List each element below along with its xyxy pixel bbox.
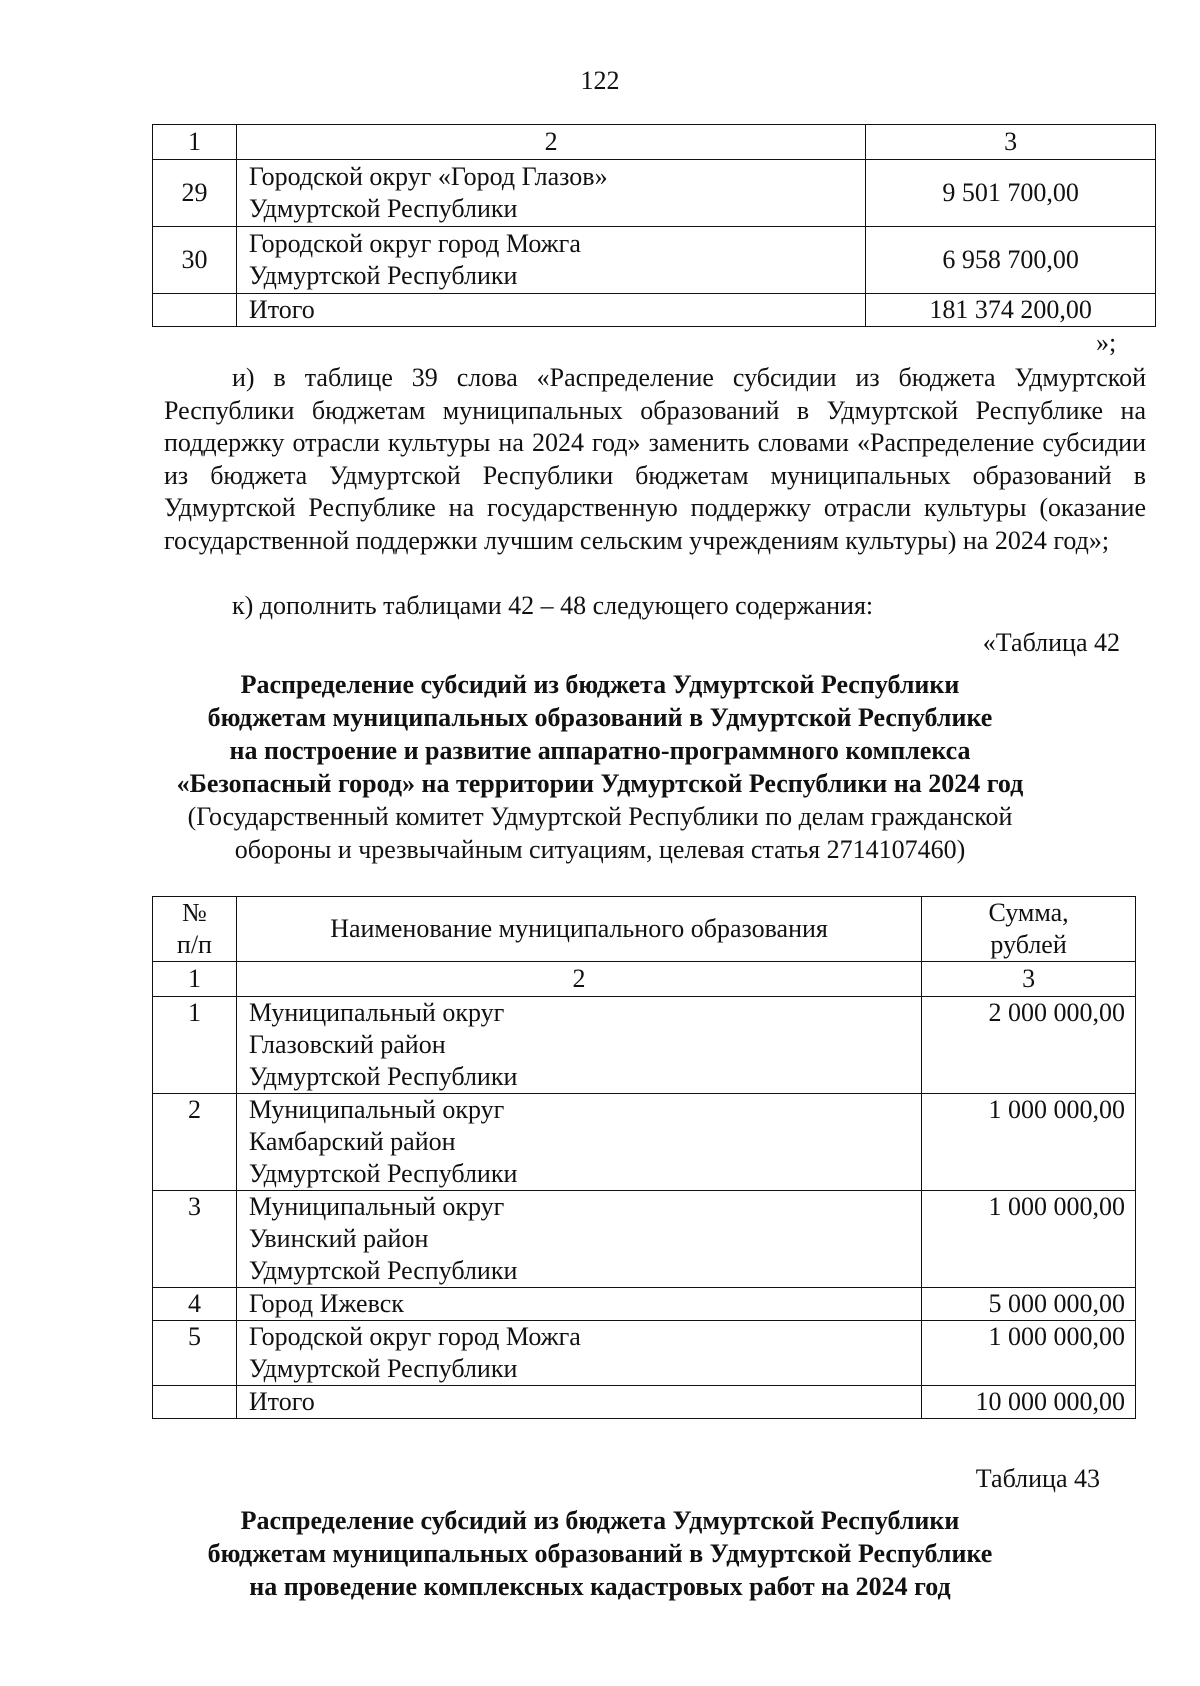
table-row: [153, 227, 1156, 294]
municipality-name-line: Камбарский район: [248, 1127, 456, 1156]
caption-subtitle-line: (Государственный комитет Удмуртской Республики по делам гражданской: [187, 802, 1013, 831]
caption-subtitle-line: обороны и чрезвычайным ситуациям, целевая статья 2714107460): [234, 835, 966, 864]
column-index-row: [153, 962, 1136, 997]
municipality-name: [236, 1191, 921, 1288]
table-42: [152, 896, 1136, 1419]
continuation-table: [152, 124, 1156, 327]
column-index-3: 3: [866, 125, 1156, 160]
table-row: [153, 160, 1156, 227]
row-number: 30: [153, 227, 237, 294]
amount-cell: 1 000 000,00: [922, 1094, 1136, 1191]
amount-cell: 5 000 000,00: [922, 1288, 1136, 1321]
caption-title-line: «Безопасный город» на территории Удмуртской Республики на 2024 год: [176, 769, 1024, 798]
table-header-row: [153, 125, 1156, 160]
municipality-name: [236, 1288, 921, 1321]
total-label: Итого: [236, 294, 865, 327]
table-row: [153, 1288, 1136, 1321]
amount-cell: 1 000 000,00: [922, 1321, 1136, 1386]
municipality-name-line: Городской округ город Можга: [248, 229, 581, 258]
caption-title-line: Распределение субсидий из бюджета Удмуртской Республики: [240, 1506, 960, 1535]
header-line: Сумма,: [988, 898, 1069, 927]
municipality-name: [236, 1321, 921, 1386]
municipality-name: [236, 160, 865, 227]
total-amount: 10 000 000,00: [922, 1386, 1136, 1419]
amount-cell: 6 958 700,00: [866, 227, 1156, 294]
municipality-name-line: Городской округ город Можга: [248, 1322, 581, 1351]
municipality-name-line: Удмуртской Республики: [248, 1354, 518, 1383]
municipality-name: [236, 1094, 921, 1191]
caption-title-line: Распределение субсидий из бюджета Удмуртской Республики: [240, 670, 960, 699]
empty-cell: [153, 294, 237, 327]
header-line: п/п: [176, 930, 212, 959]
municipality-name-line: Удмуртской Республики: [248, 1256, 518, 1285]
column-index-1: 1: [153, 125, 237, 160]
municipality-name-line: Удмуртской Республики: [248, 194, 518, 223]
municipality-name-line: Муниципальный округ: [248, 1192, 505, 1221]
empty-cell: [153, 1386, 237, 1419]
caption-title-line: бюджетам муниципальных образований в Удмуртской Республике: [207, 703, 993, 732]
row-number: 4: [153, 1288, 237, 1321]
municipality-name-line: Удмуртской Республики: [248, 1159, 518, 1188]
municipality-name-line: Глазовский район: [248, 1030, 446, 1059]
caption-title-line: на построение и развитие аппаратно-программного комплекса: [229, 736, 971, 765]
municipality-name-line: Городской округ «Город Глазов»: [248, 162, 608, 191]
municipality-name: [236, 227, 865, 294]
column-header-sum: [922, 897, 1136, 962]
total-amount: 181 374 200,00: [866, 294, 1156, 327]
table-42-caption: [100, 668, 1100, 866]
caption-title-line: на проведение комплексных кадастровых работ на 2024 год: [249, 1572, 951, 1601]
total-label: Итого: [236, 1386, 921, 1419]
municipality-name-line: Город Ижевск: [248, 1289, 404, 1318]
municipality-name-line: Увинский район: [248, 1224, 429, 1253]
table-row: [153, 997, 1136, 1094]
page-number: 122: [580, 66, 620, 95]
column-index-1: 1: [153, 962, 237, 997]
total-row: [153, 294, 1156, 327]
amount-cell: 9 501 700,00: [866, 160, 1156, 227]
caption-title-line: бюджетам муниципальных образований в Удмуртской Республике: [207, 1539, 993, 1568]
closing-quote-mark: »;: [1096, 328, 1117, 357]
table-43-caption: [100, 1504, 1100, 1603]
paragraph-k: к) дополнить таблицами 42 – 48 следующего содержания:: [232, 591, 874, 620]
municipality-name: [236, 997, 921, 1094]
table-header-row: [153, 897, 1136, 962]
row-number: 1: [153, 997, 237, 1094]
municipality-name-line: Удмуртской Республики: [248, 261, 518, 290]
total-row: [153, 1386, 1136, 1419]
column-index-2: 2: [236, 962, 921, 997]
row-number: 2: [153, 1094, 237, 1191]
header-line: рублей: [990, 930, 1067, 959]
row-number: 5: [153, 1321, 237, 1386]
row-number: 29: [153, 160, 237, 227]
column-header-number: [153, 897, 237, 962]
amount-cell: 2 000 000,00: [922, 997, 1136, 1094]
column-header-name: Наименование муниципального образования: [236, 897, 921, 962]
municipality-name-line: Удмуртской Республики: [248, 1062, 518, 1091]
amount-cell: 1 000 000,00: [922, 1191, 1136, 1288]
row-number: 3: [153, 1191, 237, 1288]
column-index-3: 3: [922, 962, 1136, 997]
table-row: [153, 1321, 1136, 1386]
table-42-label: «Таблица 42: [982, 628, 1120, 657]
column-index-2: 2: [236, 125, 865, 160]
header-line: №: [182, 898, 207, 927]
municipality-name-line: Муниципальный округ: [248, 1095, 505, 1124]
table-row: [153, 1094, 1136, 1191]
paragraph-i: и) в таблице 39 слова «Распределение субсидии из бюджета Удмуртской Республики бюджетам муниципальных образований в Удмуртской Республике на поддержку отрасли культуры на 2024 год» заменить словами «Распределение субсидии из бюджета Удмуртской Республики бюджетам муниципальных образований в Удмуртской Республике на государственную поддержку отрасли культуры (оказание государственной поддержки лучшим сельским учреждениям культуры) на 2024 год»;: [164, 363, 1146, 555]
table-row: [153, 1191, 1136, 1288]
table-43-label: Таблица 43: [975, 1464, 1100, 1493]
municipality-name-line: Муниципальный округ: [248, 998, 505, 1027]
